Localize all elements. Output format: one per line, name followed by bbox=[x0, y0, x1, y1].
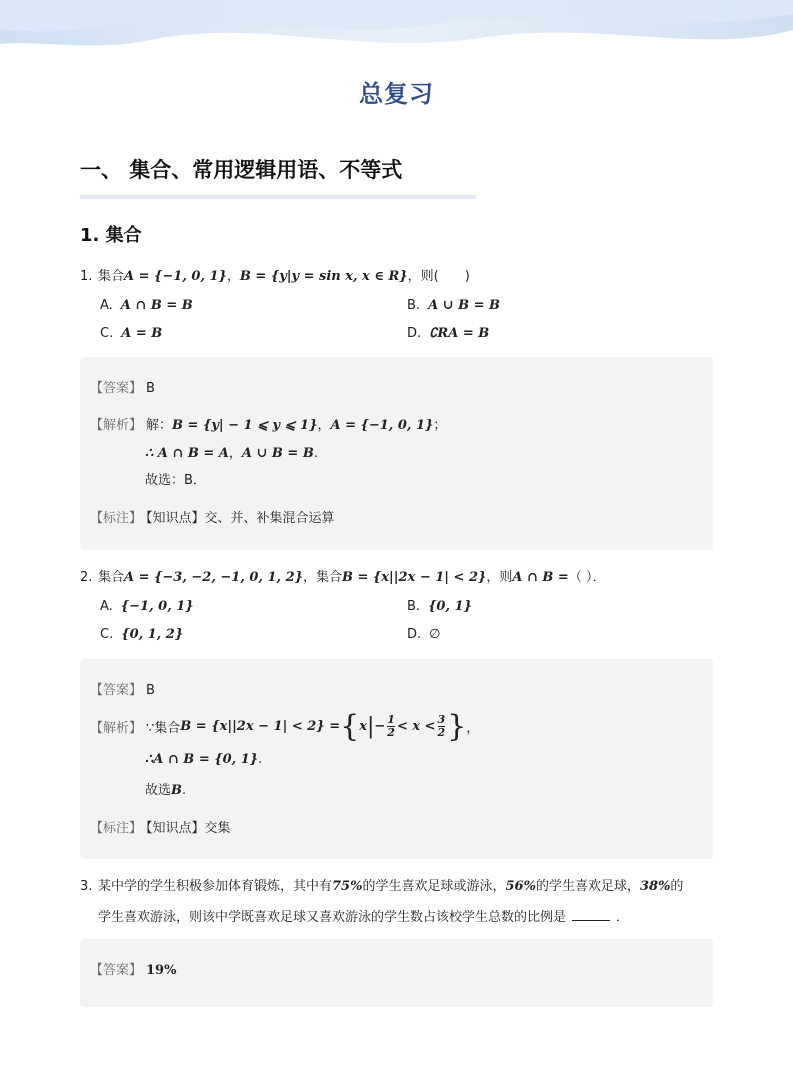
analysis-text: ， bbox=[228, 446, 242, 461]
option-text: {0, 1} bbox=[428, 599, 472, 614]
stem-math: 75% bbox=[332, 879, 363, 894]
note-text: 【知识点】交、并、补集混合运算 bbox=[146, 511, 335, 526]
question-3 bbox=[80, 875, 713, 925]
analysis-math: A ∪ B = B bbox=[241, 446, 314, 461]
question-2-stem bbox=[80, 566, 713, 585]
analysis-text: ∵集合 bbox=[146, 721, 181, 736]
analysis-text: 故选 bbox=[145, 783, 172, 798]
option-b[interactable] bbox=[407, 599, 472, 614]
analysis-math: B = {y| − 1 ⩽ y ⩽ 1} bbox=[172, 418, 318, 433]
analysis-line-2 bbox=[145, 752, 262, 767]
option-label: C. bbox=[100, 627, 114, 642]
analysis-math: x bbox=[359, 719, 367, 734]
answer-value: B bbox=[146, 683, 155, 698]
note-tag: 【标注】 bbox=[90, 511, 143, 526]
analysis-text: ， bbox=[317, 418, 331, 433]
analysis-line-3: 故选：B． bbox=[145, 473, 206, 488]
chapter-title: 一、 集合、常用逻辑用语、不等式 bbox=[80, 158, 403, 182]
analysis-line-2 bbox=[145, 442, 318, 461]
analysis-math: − bbox=[374, 719, 386, 734]
stem-text: ，则( ) bbox=[407, 269, 470, 284]
option-label: D. bbox=[407, 627, 422, 642]
analysis-math: B bbox=[171, 783, 183, 798]
option-label: A. bbox=[100, 298, 113, 313]
stem-text: 的学生喜欢足球， bbox=[535, 879, 640, 894]
stem-math: B = {y|y = sin x, x ∈ R} bbox=[239, 269, 408, 284]
header-wave-decoration bbox=[0, 0, 793, 60]
analysis-line-3 bbox=[145, 779, 186, 798]
question-1-options bbox=[100, 298, 713, 354]
option-label: B. bbox=[407, 298, 421, 313]
option-b[interactable] bbox=[407, 298, 500, 313]
analysis-math: A = {−1, 0, 1} bbox=[330, 418, 434, 433]
stem-text: 学生喜欢游泳，则该中学既喜欢足球又喜欢游泳的学生数占该校学生总数的比例是 bbox=[98, 910, 567, 925]
frac-num: 1 bbox=[387, 713, 395, 726]
option-text: ∁RA = B bbox=[429, 326, 490, 341]
analysis-text: . bbox=[258, 752, 263, 767]
answer-box-1 bbox=[80, 357, 713, 550]
fraction-one-half bbox=[387, 714, 395, 739]
question-3-stem-line-2 bbox=[98, 906, 713, 925]
fraction-three-halves bbox=[438, 714, 446, 739]
option-text: A = B bbox=[121, 326, 163, 341]
question-2-options bbox=[100, 599, 713, 655]
chapter-underline bbox=[80, 195, 476, 199]
note-row bbox=[90, 507, 335, 526]
option-text: ∅ bbox=[429, 627, 441, 642]
answer-tag: 【答案】 bbox=[90, 381, 143, 396]
stem-text: ． bbox=[616, 910, 630, 925]
analysis-row bbox=[90, 414, 446, 433]
question-2 bbox=[80, 566, 713, 655]
answer-tag: 【答案】 bbox=[90, 683, 143, 698]
stem-text: ， bbox=[226, 269, 240, 284]
option-d[interactable] bbox=[407, 627, 440, 642]
stem-math: B = {x||2x − 1| < 2} bbox=[342, 570, 487, 585]
stem-math: A = {−3, −2, −1, 0, 1, 2} bbox=[124, 570, 303, 585]
question-1-stem bbox=[80, 265, 713, 284]
option-c[interactable] bbox=[100, 326, 162, 341]
analysis-text: ， bbox=[466, 721, 480, 736]
stem-text: ，集合 bbox=[302, 570, 342, 585]
option-a[interactable] bbox=[100, 298, 193, 313]
stem-text: 的学生喜欢足球或游泳， bbox=[362, 879, 506, 894]
stem-math: 38% bbox=[639, 879, 671, 894]
stem-math: 56% bbox=[505, 879, 536, 894]
analysis-text: . bbox=[313, 446, 318, 461]
frac-den: 2 bbox=[387, 726, 395, 739]
option-text: {−1, 0, 1} bbox=[120, 599, 194, 614]
option-label: A. bbox=[100, 599, 113, 614]
note-row bbox=[90, 817, 231, 836]
answer-blank[interactable] bbox=[572, 920, 610, 921]
divider-bar: | bbox=[366, 714, 375, 739]
answer-row bbox=[90, 679, 155, 698]
note-tag: 【标注】 bbox=[90, 821, 143, 836]
answer-tag: 【答案】 bbox=[90, 963, 143, 978]
stem-text: （ ）． bbox=[568, 570, 606, 585]
stem-text: 集合 bbox=[98, 269, 125, 284]
option-label: C. bbox=[100, 326, 114, 341]
section-title: 1. 集合 bbox=[80, 225, 142, 246]
analysis-text: 解： bbox=[146, 418, 173, 433]
answer-row bbox=[90, 959, 176, 978]
brace-open: { bbox=[340, 709, 360, 744]
option-text: A ∩ B = B bbox=[120, 298, 193, 313]
analysis-tag: 【解析】 bbox=[90, 721, 143, 736]
question-1 bbox=[80, 265, 713, 354]
question-3-stem-line-1 bbox=[80, 875, 713, 894]
stem-math: A = {−1, 0, 1} bbox=[124, 269, 227, 284]
analysis-math: < x < bbox=[396, 719, 436, 734]
analysis-math: ∴ A ∩ B = A bbox=[145, 446, 229, 461]
analysis-text: ； bbox=[433, 418, 447, 433]
stem-text: ，则 bbox=[486, 570, 513, 585]
answer-box-2 bbox=[80, 659, 713, 859]
option-label: D. bbox=[407, 326, 422, 341]
option-label: B. bbox=[407, 599, 421, 614]
question-number: 3. bbox=[80, 879, 93, 894]
frac-den: 2 bbox=[437, 726, 446, 739]
page-title: 总复习 bbox=[359, 80, 434, 108]
option-text: {0, 1, 2} bbox=[121, 627, 184, 642]
brace-close: } bbox=[447, 709, 467, 744]
option-a[interactable] bbox=[100, 599, 194, 614]
question-number: 2. bbox=[80, 570, 93, 585]
stem-text: 的 bbox=[670, 879, 684, 894]
stem-math: A ∩ B = bbox=[512, 570, 569, 585]
analysis-text: . bbox=[182, 783, 187, 798]
analysis-math: ∴A ∩ B = {0, 1} bbox=[145, 752, 259, 767]
note-text: 【知识点】交集 bbox=[146, 821, 231, 836]
frac-num: 3 bbox=[437, 713, 446, 726]
answer-value: 19% bbox=[146, 963, 177, 978]
option-d[interactable] bbox=[407, 326, 489, 341]
answer-row bbox=[90, 377, 155, 396]
answer-box-3 bbox=[80, 939, 713, 1007]
analysis-row bbox=[90, 709, 479, 744]
analysis-math: B = {x||2x − 1| < 2} = bbox=[180, 719, 341, 734]
analysis-tag: 【解析】 bbox=[90, 418, 143, 433]
stem-text: 某中学的学生积极参加体育锻炼，其中有 bbox=[98, 879, 333, 894]
answer-value: B bbox=[146, 381, 155, 396]
option-text: A ∪ B = B bbox=[428, 298, 501, 313]
option-c[interactable] bbox=[100, 627, 183, 642]
stem-text: 集合 bbox=[98, 570, 125, 585]
question-number: 1. bbox=[80, 269, 93, 284]
